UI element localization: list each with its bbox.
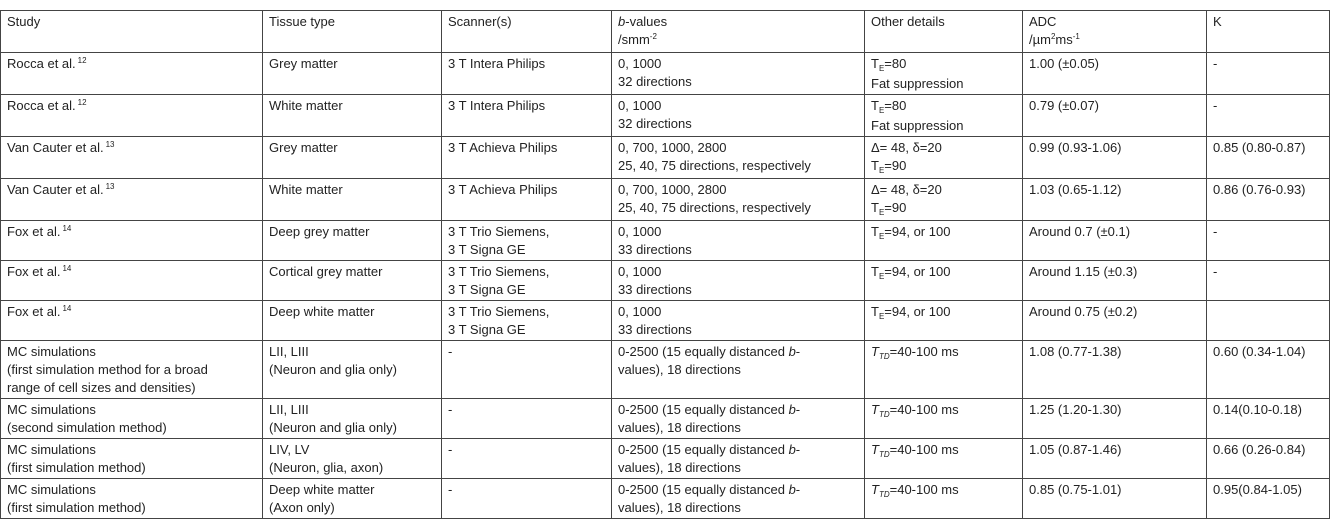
k-value: 0.85 (0.80-0.87) [1213, 140, 1306, 155]
detail-line [871, 157, 1018, 177]
cell-bvalues [612, 399, 865, 439]
cell-other-details [865, 53, 1023, 95]
detail-subscript: E [878, 232, 885, 241]
bvalues-text: 0-2500 (15 equally distanced [618, 442, 789, 457]
cell-bvalues [612, 439, 865, 479]
reference-number: 14 [62, 224, 72, 233]
cell-k [1207, 479, 1330, 519]
adc-value: 1.00 (±0.05) [1029, 56, 1100, 71]
cell-scanner [442, 399, 612, 439]
k-value: - [1213, 264, 1218, 279]
detail-value: =40-100 ms [889, 442, 959, 457]
cell-scanner [442, 341, 612, 399]
detail-value: =40-100 ms [889, 482, 959, 497]
bvalues-b: b [788, 482, 796, 497]
detail-subscript: E [878, 208, 885, 217]
k-value: 0.14(0.10-0.18) [1213, 402, 1302, 417]
cell-k [1207, 179, 1330, 221]
k-value: 0.86 (0.76-0.93) [1213, 182, 1306, 197]
header-scanner: Scanner(s) [442, 11, 612, 53]
table-row [1, 137, 1330, 179]
detail-line [871, 139, 1018, 157]
reference-number: 14 [62, 264, 72, 273]
scanner-line: 3 T Intera Philips [448, 56, 546, 71]
cell-study [1, 341, 263, 399]
scanner-line: 3 T Trio Siemens, [448, 304, 550, 319]
scanner-line: - [448, 482, 453, 497]
cell-adc [1023, 439, 1207, 479]
adc-value: 0.85 (0.75-1.01) [1029, 482, 1122, 497]
scanner-line: 3 T Intera Philips [448, 98, 546, 113]
bvalues-dash: - [795, 344, 801, 359]
table-row [1, 341, 1330, 399]
scanner-line: 3 T Achieva Philips [448, 140, 558, 155]
tissue-line: LII, LIII [269, 344, 309, 359]
cell-study [1, 301, 263, 341]
k-value: - [1213, 98, 1218, 113]
bvalues-line: 32 directions [618, 74, 692, 89]
study-text: Fox et al. [7, 264, 61, 279]
tissue-line: LIV, LV [269, 442, 310, 457]
detail-line [871, 303, 1018, 323]
detail-text: T [871, 304, 879, 319]
cell-other-details [865, 179, 1023, 221]
bvalues-line: 33 directions [618, 282, 692, 297]
bvalues-line [618, 343, 860, 361]
k-value: - [1213, 224, 1218, 239]
bvalues-line: 25, 40, 75 directions, respectively [618, 158, 811, 173]
detail-value: =90 [884, 158, 907, 173]
detail-line [871, 117, 1018, 135]
study-line: MC simulations [7, 402, 96, 417]
reference-number: 13 [105, 182, 115, 191]
bvalues-dash: - [795, 482, 801, 497]
detail-line [871, 223, 1018, 243]
tissue-line: Cortical grey matter [269, 264, 383, 279]
tissue-line: Deep white matter [269, 304, 375, 319]
study-line: MC simulations [7, 344, 96, 359]
adc-value: 1.05 (0.87-1.46) [1029, 442, 1122, 457]
detail-text: T [871, 224, 879, 239]
cell-other-details [865, 221, 1023, 261]
cell-study [1, 179, 263, 221]
cell-bvalues [612, 341, 865, 399]
detail-subscript: E [878, 272, 885, 281]
cell-tissue [263, 179, 442, 221]
bvalues-text: 0-2500 (15 equally distanced [618, 344, 789, 359]
bvalues-line [618, 481, 860, 499]
cell-scanner [442, 95, 612, 137]
table-row [1, 53, 1330, 95]
bvalues-line: 33 directions [618, 242, 692, 257]
table-row [1, 301, 1330, 341]
cell-adc [1023, 53, 1207, 95]
detail-text: T [871, 344, 879, 359]
bvalues-line: values), 18 directions [618, 500, 741, 515]
k-value: - [1213, 56, 1218, 71]
bvalues-b: b [788, 344, 796, 359]
header-study: Study [1, 11, 263, 53]
study-text: Van Cauter et al. [7, 182, 104, 197]
scanner-line: 3 T Signa GE [448, 322, 526, 337]
cell-study [1, 479, 263, 519]
bvalues-line: 33 directions [618, 322, 692, 337]
adc-value: Around 0.7 (±0.1) [1029, 224, 1131, 239]
detail-line [871, 481, 1018, 501]
study-line: (first simulation method) [7, 500, 146, 515]
cell-scanner [442, 137, 612, 179]
cell-study [1, 53, 263, 95]
cell-scanner [442, 179, 612, 221]
cell-tissue [263, 399, 442, 439]
reference-number: 13 [105, 140, 115, 149]
detail-subscript: TD [878, 352, 890, 361]
cell-k [1207, 53, 1330, 95]
study-text: Fox et al. [7, 304, 61, 319]
table-row [1, 95, 1330, 137]
detail-line [871, 75, 1018, 93]
cell-tissue [263, 479, 442, 519]
detail-value: =90 [884, 200, 907, 215]
tissue-line: (Neuron and glia only) [269, 420, 397, 435]
cell-study [1, 399, 263, 439]
cell-other-details [865, 479, 1023, 519]
cell-k [1207, 399, 1330, 439]
detail-value: =40-100 ms [889, 344, 959, 359]
cell-adc [1023, 221, 1207, 261]
tissue-line: (Axon only) [269, 500, 335, 515]
bvalues-line: values), 18 directions [618, 420, 741, 435]
study-name [7, 223, 258, 243]
header-other: Other details [865, 11, 1023, 53]
detail-text: T [871, 158, 879, 173]
table-row [1, 439, 1330, 479]
header-row [1, 11, 1330, 53]
study-name [7, 97, 258, 117]
table-row [1, 221, 1330, 261]
detail-text: Δ= 48, δ=20 [871, 182, 942, 197]
detail-subscript: E [878, 166, 885, 175]
adc-value: 1.25 (1.20-1.30) [1029, 402, 1122, 417]
header-bvalues: b-values /smm$^{-2}$ [612, 11, 865, 53]
cell-other-details [865, 341, 1023, 399]
scanner-line: 3 T Achieva Philips [448, 182, 558, 197]
detail-line [871, 401, 1018, 421]
cell-scanner [442, 53, 612, 95]
cell-adc [1023, 341, 1207, 399]
k-value: 0.95(0.84-1.05) [1213, 482, 1302, 497]
cell-other-details [865, 301, 1023, 341]
detail-line [871, 343, 1018, 363]
detail-text: T [871, 264, 879, 279]
bvalues-text: 0-2500 (15 equally distanced [618, 402, 789, 417]
bvalues-line [618, 441, 860, 459]
scanner-line: 3 T Signa GE [448, 282, 526, 297]
study-name [7, 139, 258, 159]
bvalues-b: b [788, 402, 796, 417]
cell-study [1, 261, 263, 301]
bvalues-line: 0, 1000 [618, 224, 662, 239]
detail-value: =94, or 100 [884, 224, 951, 239]
detail-line [871, 181, 1018, 199]
detail-value: =94, or 100 [884, 304, 951, 319]
cell-bvalues [612, 137, 865, 179]
cell-study [1, 137, 263, 179]
detail-text: Fat suppression [871, 76, 964, 91]
results-table [0, 10, 1330, 519]
bvalues-line: 0, 1000 [618, 56, 662, 71]
cell-study [1, 439, 263, 479]
adc-value: 0.99 (0.93-1.06) [1029, 140, 1122, 155]
detail-text: T [871, 482, 879, 497]
tissue-line: (Neuron and glia only) [269, 362, 397, 377]
bvalues-dash: - [795, 402, 801, 417]
scanner-line: - [448, 402, 453, 417]
table-row [1, 179, 1330, 221]
cell-tissue [263, 95, 442, 137]
study-name [7, 303, 258, 323]
cell-tissue [263, 221, 442, 261]
cell-k [1207, 341, 1330, 399]
detail-value: =80 [884, 98, 907, 113]
study-text: Rocca et al. [7, 98, 76, 113]
header-adc: ADC $/\mu m^2ms^{-1}$ [1023, 11, 1207, 53]
tissue-line: Grey matter [269, 140, 338, 155]
cell-scanner [442, 439, 612, 479]
cell-bvalues [612, 479, 865, 519]
tissue-line: Deep grey matter [269, 224, 370, 239]
detail-line [871, 55, 1018, 75]
bvalues-line [618, 401, 860, 419]
bvalues-line: 0, 1000 [618, 264, 662, 279]
detail-value: =94, or 100 [884, 264, 951, 279]
cell-tissue [263, 137, 442, 179]
bvalues-line: 0, 1000 [618, 304, 662, 319]
k-value: 0.66 (0.26-0.84) [1213, 442, 1306, 457]
cell-bvalues [612, 53, 865, 95]
detail-line [871, 263, 1018, 283]
detail-subscript: TD [878, 490, 890, 499]
cell-other-details [865, 137, 1023, 179]
detail-text: T [871, 402, 879, 417]
cell-bvalues [612, 221, 865, 261]
cell-study [1, 95, 263, 137]
cell-k [1207, 439, 1330, 479]
bvalues-line: 0, 700, 1000, 2800 [618, 182, 727, 197]
detail-subscript: TD [878, 450, 890, 459]
cell-study [1, 221, 263, 261]
cell-other-details [865, 439, 1023, 479]
cell-k [1207, 301, 1330, 341]
header-tissue: Tissue type [263, 11, 442, 53]
detail-text: Fat suppression [871, 118, 964, 133]
bvalues-b: b [788, 442, 796, 457]
bvalues-line: 0, 1000 [618, 98, 662, 113]
cell-scanner [442, 261, 612, 301]
cell-k [1207, 221, 1330, 261]
cell-adc [1023, 479, 1207, 519]
bvalues-line: values), 18 directions [618, 460, 741, 475]
reference-number: 12 [77, 56, 87, 65]
scanner-line: - [448, 442, 453, 457]
reference-number: 12 [77, 98, 87, 107]
cell-other-details [865, 399, 1023, 439]
adc-value: Around 1.15 (±0.3) [1029, 264, 1138, 279]
bvalues-line: values), 18 directions [618, 362, 741, 377]
cell-bvalues [612, 95, 865, 137]
study-name [7, 181, 258, 201]
study-text: Fox et al. [7, 224, 61, 239]
detail-subscript: E [878, 106, 885, 115]
study-line: (first simulation method for a broad [7, 362, 208, 377]
study-text: Van Cauter et al. [7, 140, 104, 155]
bvalues-line: 25, 40, 75 directions, respectively [618, 200, 811, 215]
cell-bvalues [612, 179, 865, 221]
cell-adc [1023, 179, 1207, 221]
reference-number: 14 [62, 304, 72, 313]
study-name [7, 55, 258, 75]
study-text: Rocca et al. [7, 56, 76, 71]
detail-text: T [871, 56, 879, 71]
detail-text: T [871, 98, 879, 113]
detail-value: =40-100 ms [889, 402, 959, 417]
cell-tissue [263, 439, 442, 479]
scanner-line: 3 T Signa GE [448, 242, 526, 257]
detail-text: T [871, 442, 879, 457]
tissue-line: White matter [269, 182, 343, 197]
cell-k [1207, 137, 1330, 179]
adc-value: 1.08 (0.77-1.38) [1029, 344, 1122, 359]
cell-adc [1023, 301, 1207, 341]
bvalues-dash: - [795, 442, 801, 457]
detail-subscript: E [878, 64, 885, 73]
study-line: range of cell sizes and densities) [7, 380, 196, 395]
cell-bvalues [612, 301, 865, 341]
detail-line [871, 441, 1018, 461]
scanner-line: 3 T Trio Siemens, [448, 224, 550, 239]
cell-other-details [865, 261, 1023, 301]
tissue-line: Grey matter [269, 56, 338, 71]
table-row [1, 261, 1330, 301]
tissue-line: LII, LIII [269, 402, 309, 417]
detail-text: T [871, 200, 879, 215]
tissue-line: Deep white matter [269, 482, 375, 497]
detail-subscript: TD [878, 410, 890, 419]
study-line: MC simulations [7, 442, 96, 457]
scanner-line: - [448, 344, 453, 359]
bvalues-line: 0, 700, 1000, 2800 [618, 140, 727, 155]
study-line: (second simulation method) [7, 420, 167, 435]
detail-subscript: E [878, 312, 885, 321]
cell-adc [1023, 261, 1207, 301]
bvalues-line: 32 directions [618, 116, 692, 131]
detail-text: Δ= 48, δ=20 [871, 140, 942, 155]
cell-bvalues [612, 261, 865, 301]
study-line: (first simulation method) [7, 460, 146, 475]
table-row [1, 479, 1330, 519]
header-k: K [1207, 11, 1330, 53]
k-value: 0.60 (0.34-1.04) [1213, 344, 1306, 359]
cell-k [1207, 95, 1330, 137]
tissue-line: (Neuron, glia, axon) [269, 460, 384, 475]
adc-value: Around 0.75 (±0.2) [1029, 304, 1138, 319]
cell-adc [1023, 137, 1207, 179]
cell-other-details [865, 95, 1023, 137]
cell-tissue [263, 341, 442, 399]
detail-line [871, 97, 1018, 117]
cell-tissue [263, 53, 442, 95]
cell-adc [1023, 399, 1207, 439]
detail-line [871, 199, 1018, 219]
tissue-line: White matter [269, 98, 343, 113]
cell-scanner [442, 301, 612, 341]
adc-value: 0.79 (±0.07) [1029, 98, 1100, 113]
cell-tissue [263, 261, 442, 301]
cell-scanner [442, 221, 612, 261]
cell-adc [1023, 95, 1207, 137]
cell-k [1207, 261, 1330, 301]
scanner-line: 3 T Trio Siemens, [448, 264, 550, 279]
table-row [1, 399, 1330, 439]
adc-value: 1.03 (0.65-1.12) [1029, 182, 1122, 197]
detail-value: =80 [884, 56, 907, 71]
cell-tissue [263, 301, 442, 341]
study-line: MC simulations [7, 482, 96, 497]
cell-scanner [442, 479, 612, 519]
bvalues-text: 0-2500 (15 equally distanced [618, 482, 789, 497]
study-name [7, 263, 258, 283]
